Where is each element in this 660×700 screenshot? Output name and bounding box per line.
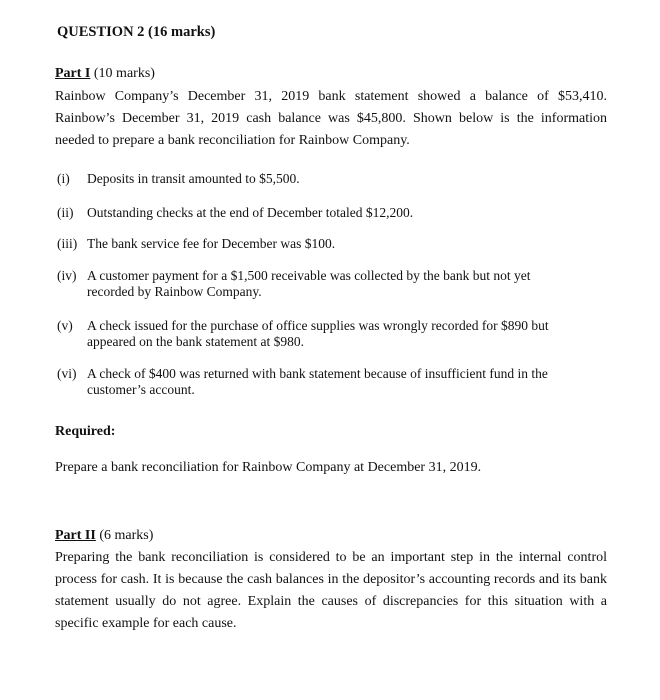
part-1-heading [55,66,155,82]
part-1-marks: (10 marks) [90,66,155,81]
item-number: (vi) [57,366,77,381]
item-number: (v) [57,318,73,333]
question-title: QUESTION 2 (16 marks) [57,24,216,40]
required-label: Required: [55,424,116,439]
item-text: A check of $400 was returned with bank statement because of insufficient fund in the customer’s account. [87,366,548,397]
required-text: Prepare a bank reconciliation for Rainbow Company at December 31, 2019. [55,460,482,475]
part-2-heading [55,528,153,544]
part-1-intro: Rainbow Company’s December 31, 2019 bank statement showed a balance of $53,410. Rainbow’s December 31, 2019 cash balance was $45,800. Shown below is the information needed to prepare a bank reconciliation for Rainbow Company. [55,89,607,148]
part-2-label: Part II [55,528,96,543]
item-text: A customer payment for a $1,500 receivable was collected by the bank but not yet recorded by Rainbow Company. [87,268,531,299]
item-number: (ii) [57,205,74,220]
item-text: The bank service fee for December was $100. [87,236,336,251]
part-2-text: Preparing the bank reconciliation is considered to be an important step in the internal control process for cash. It is because the cash balances in the depositor’s accounting records and its bank statement usually do not agree. Explain the causes of discrepancies for this situation with a specific example for each cause. [55,550,607,631]
item-text: A check issued for the purchase of office supplies was wrongly recorded for $890 but appeared on the bank statement at $980. [87,318,549,349]
item-number: (iv) [57,268,77,283]
item-text: Deposits in transit amounted to $5,500. [87,171,300,186]
item-text: Outstanding checks at the end of December totaled $12,200. [87,205,414,220]
item-number: (iii) [57,236,78,251]
item-number: (i) [57,171,70,186]
part-2-marks: (6 marks) [95,528,154,543]
part-1-label: Part I [55,66,91,81]
